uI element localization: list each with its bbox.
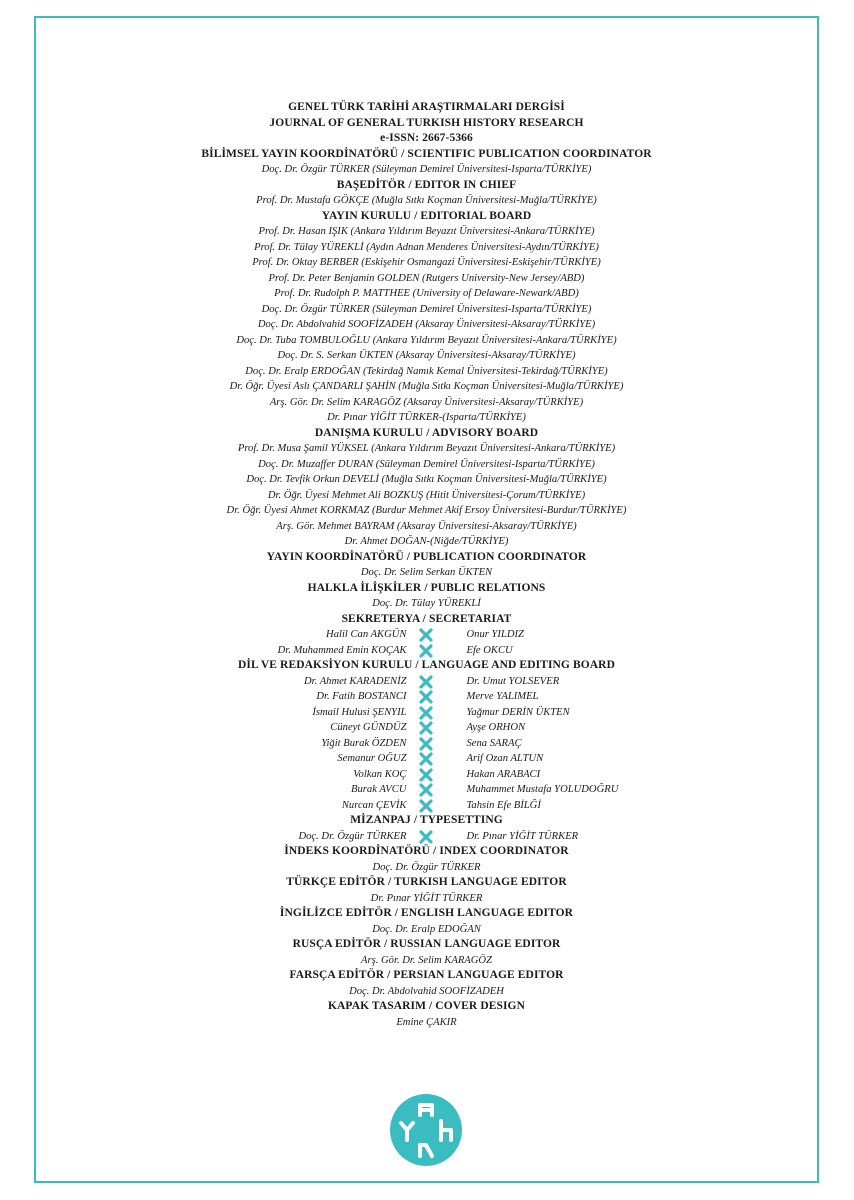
name-pair-row: [36, 782, 817, 798]
person-name-right: Muhammet Mustafa YOLUDOĞRU: [466, 784, 619, 795]
editor-in-chief-heading: BAŞEDİTÖR / EDITOR IN CHIEF: [336, 178, 517, 191]
person-name: Arş. Gör. Dr. Selim KARAGÖZ: [361, 954, 492, 966]
person-name: Doç. Dr. Tülay YÜREKLİ: [372, 598, 481, 609]
journal-title-en: JOURNAL OF GENERAL TURKISH HISTORY RESEARCH: [269, 116, 584, 129]
person-name-right: Ayşe ORHON: [466, 722, 526, 733]
name-pair-row: [36, 736, 817, 752]
turkish-editor-heading: TÜRKÇE EDİTÖR / TURKISH LANGUAGE EDITOR: [286, 876, 567, 888]
person-name: Doç. Dr. Eralp ERDOĞAN (Tekirdağ Namık Kemal Üniversitesi-Tekirdağ/TÜRKİYE): [245, 365, 608, 377]
person-name: Doç. Dr. Özgür TÜRKER (Süleyman Demirel Üniversitesi-Isparta/TÜRKİYE): [261, 303, 592, 315]
person-name: Prof. Dr. Tülay YÜREKLİ (Aydın Adnan Menderes Üniversitesi-Aydın/TÜRKİYE): [254, 241, 599, 253]
person-name: Prof. Dr. Mustafa GÖKÇE (Muğla Sıtkı Koçman Üniversitesi-Muğla/TÜRKİYE): [256, 195, 597, 206]
person-name-left: Dr. Muhammed Emin KOÇAK: [277, 644, 407, 656]
person-name-left: Nurcan ÇEVİK: [341, 799, 407, 811]
person-name-right: Onur YILDIZ: [466, 629, 524, 640]
person-name: Doç. Dr. Eralp EDOĞAN: [372, 923, 481, 935]
teal-x-icon: [419, 768, 433, 782]
person-name-left: Dr. Fatih BOSTANCI: [316, 691, 407, 702]
teal-x-icon: [419, 706, 433, 720]
journal-logo-icon: [389, 1093, 463, 1167]
person-name: Dr. Ahmet DOĞAN-(Niğde/TÜRKİYE): [344, 536, 509, 547]
person-name: Prof. Dr. Oktay BERBER (Eskişehir Osmangazi Üniversitesi-Eskişehir/TÜRKİYE): [252, 257, 601, 268]
name-pair-row: [36, 720, 817, 736]
teal-x-icon: [419, 737, 433, 751]
person-name-right: Hakan ARABACI: [466, 768, 541, 780]
person-name: Dr. Pınar YİĞİT TÜRKER-(Isparta/TÜRKİYE): [327, 412, 526, 423]
person-name-left: Burak AVCU: [351, 784, 407, 795]
public-relations-heading: HALKLA İLİŞKİLER / PUBLIC RELATIONS: [307, 581, 546, 594]
person-name: Doç. Dr. Özgür TÜRKER (Süleyman Demirel Üniversitesi-Isparta/TÜRKİYE): [261, 164, 592, 175]
teal-x-icon: [419, 783, 433, 797]
person-name-right: Tahsin Efe BİLĞİ: [466, 799, 541, 811]
name-pair-row: [36, 705, 817, 721]
person-name-right: Arif Ozan ALTUN: [466, 753, 544, 764]
person-name: Doç. Dr. Muzaffer DURAN (Süleyman Demirel Üniversitesi-Isparta/TÜRKİYE): [258, 458, 595, 470]
journal-issn: e-ISSN: 2667-5366: [380, 132, 473, 144]
person-name-left: Halil Can AKGÜN: [326, 629, 407, 640]
person-name-left: Semanur OĞUZ: [337, 753, 407, 764]
masthead: [36, 100, 817, 1030]
person-name: Dr. Öğr. Üyesi Ahmet KORKMAZ (Burdur Mehmet Akif Ersoy Üniversitesi-Burdur/TÜRKİYE): [226, 505, 627, 516]
person-name: Doç. Dr. Özgür TÜRKER: [372, 861, 481, 873]
teal-x-icon: [419, 690, 433, 704]
teal-x-icon: [419, 752, 433, 766]
advisory-board-heading: DANIŞMA KURULU / ADVISORY BOARD: [314, 426, 539, 439]
teal-x-icon: [419, 830, 433, 844]
secretariat-heading: SEKRETERYA / SECRETARIAT: [341, 612, 512, 625]
english-editor-heading: İNGİLİZCE EDİTÖR / ENGLISH LANGUAGE EDITOR: [279, 907, 574, 919]
persian-editor-heading: FARSÇA EDİTÖR / PERSIAN LANGUAGE EDITOR: [289, 969, 564, 981]
person-name-left: Dr. Ahmet KARADENİZ: [303, 675, 407, 687]
person-name: Arş. Gör. Dr. Selim KARAGÖZ (Aksaray Üniversitesi-Aksaray/TÜRKİYE): [269, 396, 584, 408]
person-name: Doç. Dr. S. Serkan ÜKTEN (Aksaray Üniversitesi-Aksaray/TÜRKİYE): [277, 350, 576, 361]
person-name: Arş. Gör. Mehmet BAYRAM (Aksaray Üniversitesi-Aksaray/TÜRKİYE): [276, 520, 577, 532]
person-name-right: Sena SARAÇ: [466, 737, 522, 749]
person-name-right: Dr. Pınar YİĞİT TÜRKER: [466, 830, 579, 842]
person-name-left: İsmail Hulusi ŞENYIL: [312, 706, 407, 718]
person-name: Prof. Dr. Hasan IŞIK (Ankara Yıldırım Beyazıt Üniversitesi-Ankara/TÜRKİYE): [258, 226, 595, 237]
name-pair-row: [36, 643, 817, 659]
name-pair-row: [36, 674, 817, 690]
person-name: Dr. Öğr. Üyesi Mehmet Ali BOZKUŞ (Hitit Üniversitesi-Çorum/TÜRKİYE): [267, 489, 586, 501]
person-name-right: Merve YALIMEL: [466, 691, 539, 702]
scientific-coordinator-heading: BİLİMSEL YAYIN KOORDİNATÖRÜ / SCIENTIFIC PUBLICATION COORDINATOR: [201, 147, 652, 160]
teal-x-icon: [419, 721, 433, 735]
person-name: Doç. Dr. Tuba TOMBULOĞLU (Ankara Yıldırım Beyazıt Üniversitesi-Ankara/TÜRKİYE): [236, 334, 617, 346]
publication-coordinator-heading: YAYIN KOORDİNATÖRÜ / PUBLICATION COORDINATOR: [266, 550, 587, 563]
person-name-left: Doç. Dr. Özgür TÜRKER: [298, 830, 407, 842]
typesetting-heading: MİZANPAJ / TYPESETTING: [350, 814, 503, 826]
name-pair-row: [36, 798, 817, 814]
person-name: Doç. Dr. Selim Serkan ÜKTEN: [360, 567, 493, 578]
teal-x-icon: [419, 644, 433, 658]
name-pair-row: [36, 627, 817, 643]
person-name: Doç. Dr. Abdolvahid SOOFİZADEH (Aksaray Üniversitesi-Aksaray/TÜRKİYE): [257, 319, 596, 330]
person-name-left: Volkan KOÇ: [353, 768, 407, 780]
index-coordinator-heading: İNDEKS KOORDİNATÖRÜ / INDEX COORDINATOR: [284, 845, 569, 857]
person-name: Dr. Öğr. Üyesi Aslı ÇANDARLI ŞAHİN (Muğla Sıtkı Koçman Üniversitesi-Muğla/TÜRKİYE): [229, 381, 624, 392]
teal-x-icon: [419, 628, 433, 642]
russian-editor-heading: RUSÇA EDİTÖR / RUSSIAN LANGUAGE EDITOR: [292, 938, 561, 950]
editorial-board-heading: YAYIN KURULU / EDITORIAL BOARD: [321, 209, 532, 222]
person-name: Doç. Dr. Abdolvahid SOOFİZADEH: [349, 985, 504, 997]
name-pair-row: [36, 767, 817, 783]
person-name: Doç. Dr. Tevfik Orkun DEVELİ (Muğla Sıtkı Koçman Üniversitesi-Muğla/TÜRKİYE): [246, 474, 607, 485]
person-name: Emine ÇAKIR: [396, 1016, 457, 1028]
person-name-right: Efe OKCU: [466, 644, 513, 656]
name-pair-row: [36, 689, 817, 705]
person-name-right: Yağmur DERİN ÜKTEN: [466, 706, 570, 718]
person-name: Prof. Dr. Peter Benjamin GOLDEN (Rutgers University-New Jersey/ABD): [268, 272, 585, 284]
person-name: Dr. Pınar YİĞİT TÜRKER: [370, 892, 483, 904]
name-pair-row: [36, 751, 817, 767]
person-name-left: Yiğit Burak ÖZDEN: [321, 737, 407, 749]
teal-x-icon: [419, 675, 433, 689]
person-name: Prof. Dr. Musa Şamil YÜKSEL (Ankara Yıldırım Beyazıt Üniversitesi-Ankara/TÜRKİYE): [237, 443, 616, 454]
person-name-left: Cüneyt GÜNDÜZ: [330, 722, 407, 733]
name-pair-row: [36, 829, 817, 845]
person-name: Prof. Dr. Rudolph P. MATTHEE (University of Delaware-Newark/ABD): [274, 288, 579, 299]
cover-design-heading: KAPAK TASARIM / COVER DESIGN: [327, 1000, 526, 1012]
language-board-heading: DİL VE REDAKSİYON KURULU / LANGUAGE AND EDITING BOARD: [238, 659, 615, 671]
journal-title-tr: GENEL TÜRK TARİHİ ARAŞTIRMALARI DERGİSİ: [288, 101, 565, 113]
teal-x-icon: [419, 799, 433, 813]
person-name-right: Dr. Umut YOLSEVER: [466, 675, 560, 687]
